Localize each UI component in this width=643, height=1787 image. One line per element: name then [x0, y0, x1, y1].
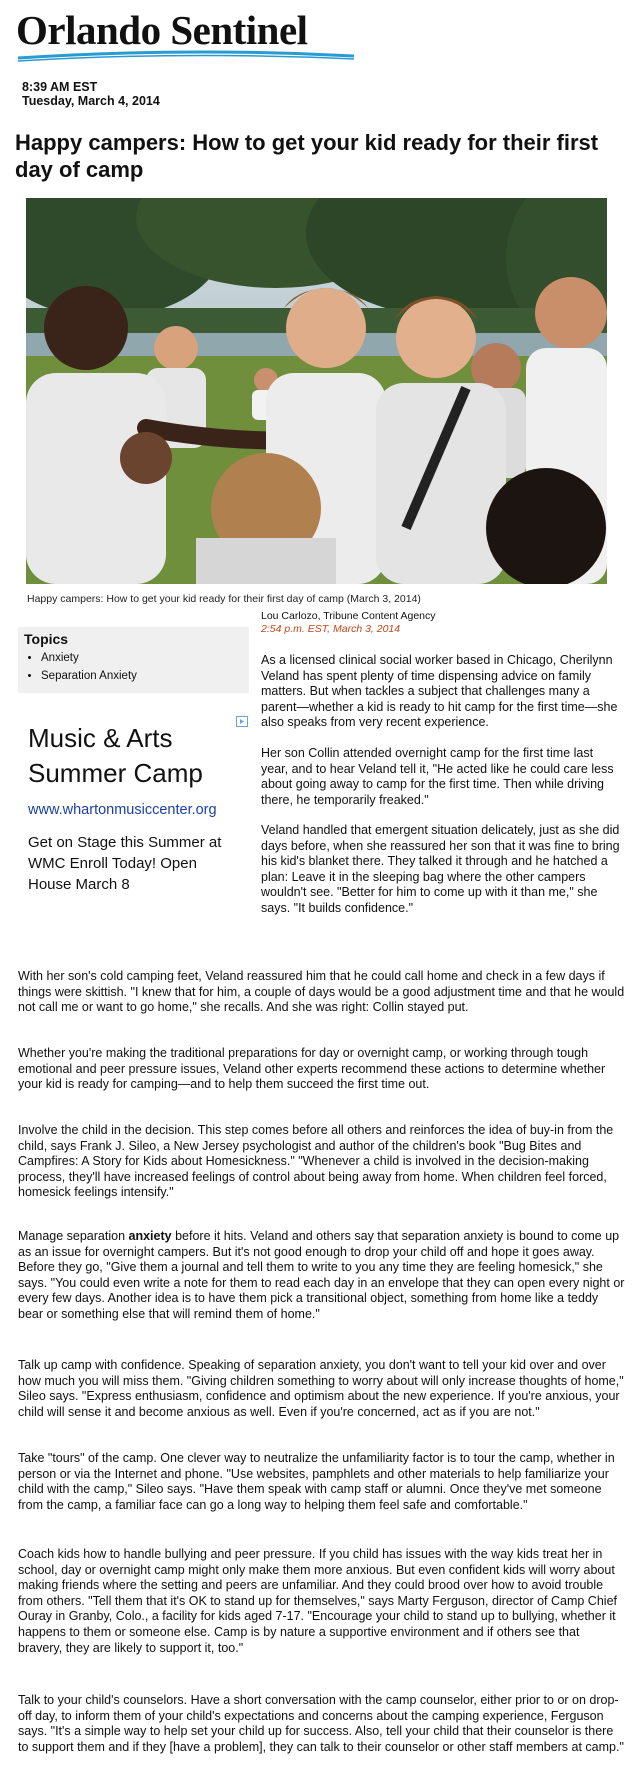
article-paragraph-1: As a licensed clinical social worker based in Chicago, Cherilynn Veland has spent plenty of time dispensing advice on family matters. But when tackles a subject that challenges many a parent—whether a kid is ready to hit camp for the first time—she also speaks from very recent experience.	[261, 653, 618, 730]
article-paragraph-6: Involve the child in the decision. This step comes before all others and reinforces the idea of buy-in from the child, says Frank J. Sileo, a New Jersey psychologist and author of the children's book "Bug Bites and Campfires: A Story for Kids about Homesickness." "Whenever a child is involved in the decision-making process, they'll have increased feelings of control about being away from home. When children feel forced, homesick feelings intensify."	[18, 1123, 614, 1200]
photo-caption: Happy campers: How to get your kid ready for their first day of camp (March 3, 2014)	[27, 593, 421, 605]
article-paragraph-2: Her son Collin attended overnight camp for the first time last year, and to hear Veland tell it, "He acted like he could care less about going away to camp for the first time. Then while driving there, he temporarily freaked."	[261, 746, 614, 807]
ad-title	[28, 721, 203, 791]
current-date: Tuesday, March 4, 2014	[22, 94, 160, 108]
advertisement[interactable]	[18, 714, 250, 924]
adchoices-icon[interactable]	[236, 716, 248, 727]
article-headline: Happy campers: How to get your kid ready for their first day of camp	[15, 130, 599, 182]
site-logo[interactable]: Orlando Sentinel	[16, 7, 308, 53]
author-name: Lou Carlozo, Tribune Content Agency	[261, 610, 436, 622]
article-paragraph-11: Talk to your child's counselors. Have a short conversation with the camp counselor, either prior to or on drop-off day, to inform them of your child's expectations and concerns about the camping experience, Ferguson says. "It's a simple way to help set your child up for success. Also, tell your child that their counselor is there to support them and if they [have a problem], they can talk to their counselor or other staff members at camp."	[18, 1693, 624, 1754]
masthead	[16, 7, 406, 63]
ad-body-text: Get on Stage this Summer at WMC Enroll Today! Open House March 8	[28, 834, 222, 893]
topic-link-anxiety[interactable]: • Anxiety	[41, 649, 243, 667]
article-paragraph-8: Talk up camp with confidence. Speaking of separation anxiety, you don't want to tell your kid over and over how much you will miss them. "Giving children something to worry about will only increase thoughts of home," Sileo says. "Express enthusiasm, confidence and optimism about the new experience. If you're anxious, your child will sense it and become anxious as well. Even if you're concerned, act as if you are not."	[18, 1358, 624, 1419]
article-photo	[26, 198, 607, 584]
current-time: 8:39 AM EST	[22, 80, 98, 94]
article-paragraph-10: Coach kids how to handle bullying and peer pressure. If you child has issues with the way kids treat her in school, day or overnight camp might only make them more anxious. But even confident kids will worry about making friends where the setting and peers are unfamiliar. And they could brood over how to avoid trouble from others. "Tell them that it's OK to stand up for themselves," says Marty Ferguson, director of Camp Chief Ouray in Granby, Colo., a facility for kids aged 7-17. "Encourage your child to stand up to bullying, whether it happens to them or someone else. Camp is by nature a supportive environment and if others see that bravery, they are likely to support it, too."	[18, 1547, 617, 1655]
dateline	[22, 80, 160, 108]
anxiety-keyword: anxiety	[128, 1229, 172, 1243]
article-paragraph-3: Veland handled that emergent situation delicately, just as she did days before, when she reassured her son that it was fine to bring his kid's blanket there. They talked it through and he hatched a plan: Leave it in the sleeping bag where the other campers wouldn't see. "Better for him to come up with it than me," she says. "It builds confidence."	[261, 823, 620, 915]
byline	[261, 610, 436, 636]
article-paragraph-7	[18, 1229, 625, 1323]
campers-photo-illustration	[26, 198, 607, 584]
topics-list	[24, 649, 243, 685]
topics-heading: Topics	[24, 631, 69, 647]
topic-link-separation-anxiety[interactable]: • Separation Anxiety	[41, 667, 243, 685]
ad-title-line1: Music & Arts	[28, 723, 173, 753]
ad-title-line2: Summer Camp	[28, 758, 203, 788]
article-paragraph-4: With her son's cold camping feet, Veland reassured him that he could call home and check in a few days if things were skittish. "I knew that for him, a couple of days would be a good adjustment time and that he would not call me or want to go home," she recalls. And she was right: Collin stayed put.	[18, 969, 625, 1015]
paragraph-7-body: before it hits. Veland and others say that separation anxiety is bound to come up as an issue for overnight campers. But it's not good enough to drop your child off and hope it goes away. Before they go, "Give them a journal and tell them to write to you any time they are feeling homesick," she says. "You could even write a note for them to read each day in an envelope that they can open every night or every few days. Another idea is to have them pick a transitional object, something from home like a teddy bear or something else that will remind them of home."	[18, 1229, 625, 1321]
publish-timestamp: 2:54 p.m. EST, March 3, 2014	[261, 623, 401, 635]
paragraph-7-lead: Manage separation	[18, 1229, 126, 1243]
article-paragraph-9: Take "tours" of the camp. One clever way to neutralize the unfamiliarity factor is to tour the camp, whether in person or via the Internet and phone. "Use websites, pamphlets and other materials to help familiarize your child with the camp," Sileo says. "Have them speak with camp staff or alumni. Once they've met someone from the camp, a familiar face can go a long way to helping them feel safe and comfortable."	[18, 1451, 615, 1512]
article-paragraph-5: Whether you're making the traditional preparations for day or overnight camp, or working through tough emotional and peer pressure issues, Veland other experts recommend these actions to determine whether your kid is ready for camping—and to help them succeed the first time out.	[18, 1046, 606, 1092]
ad-url-link[interactable]: www.whartonmusiccenter.org	[28, 802, 217, 818]
topics-box	[18, 627, 249, 693]
